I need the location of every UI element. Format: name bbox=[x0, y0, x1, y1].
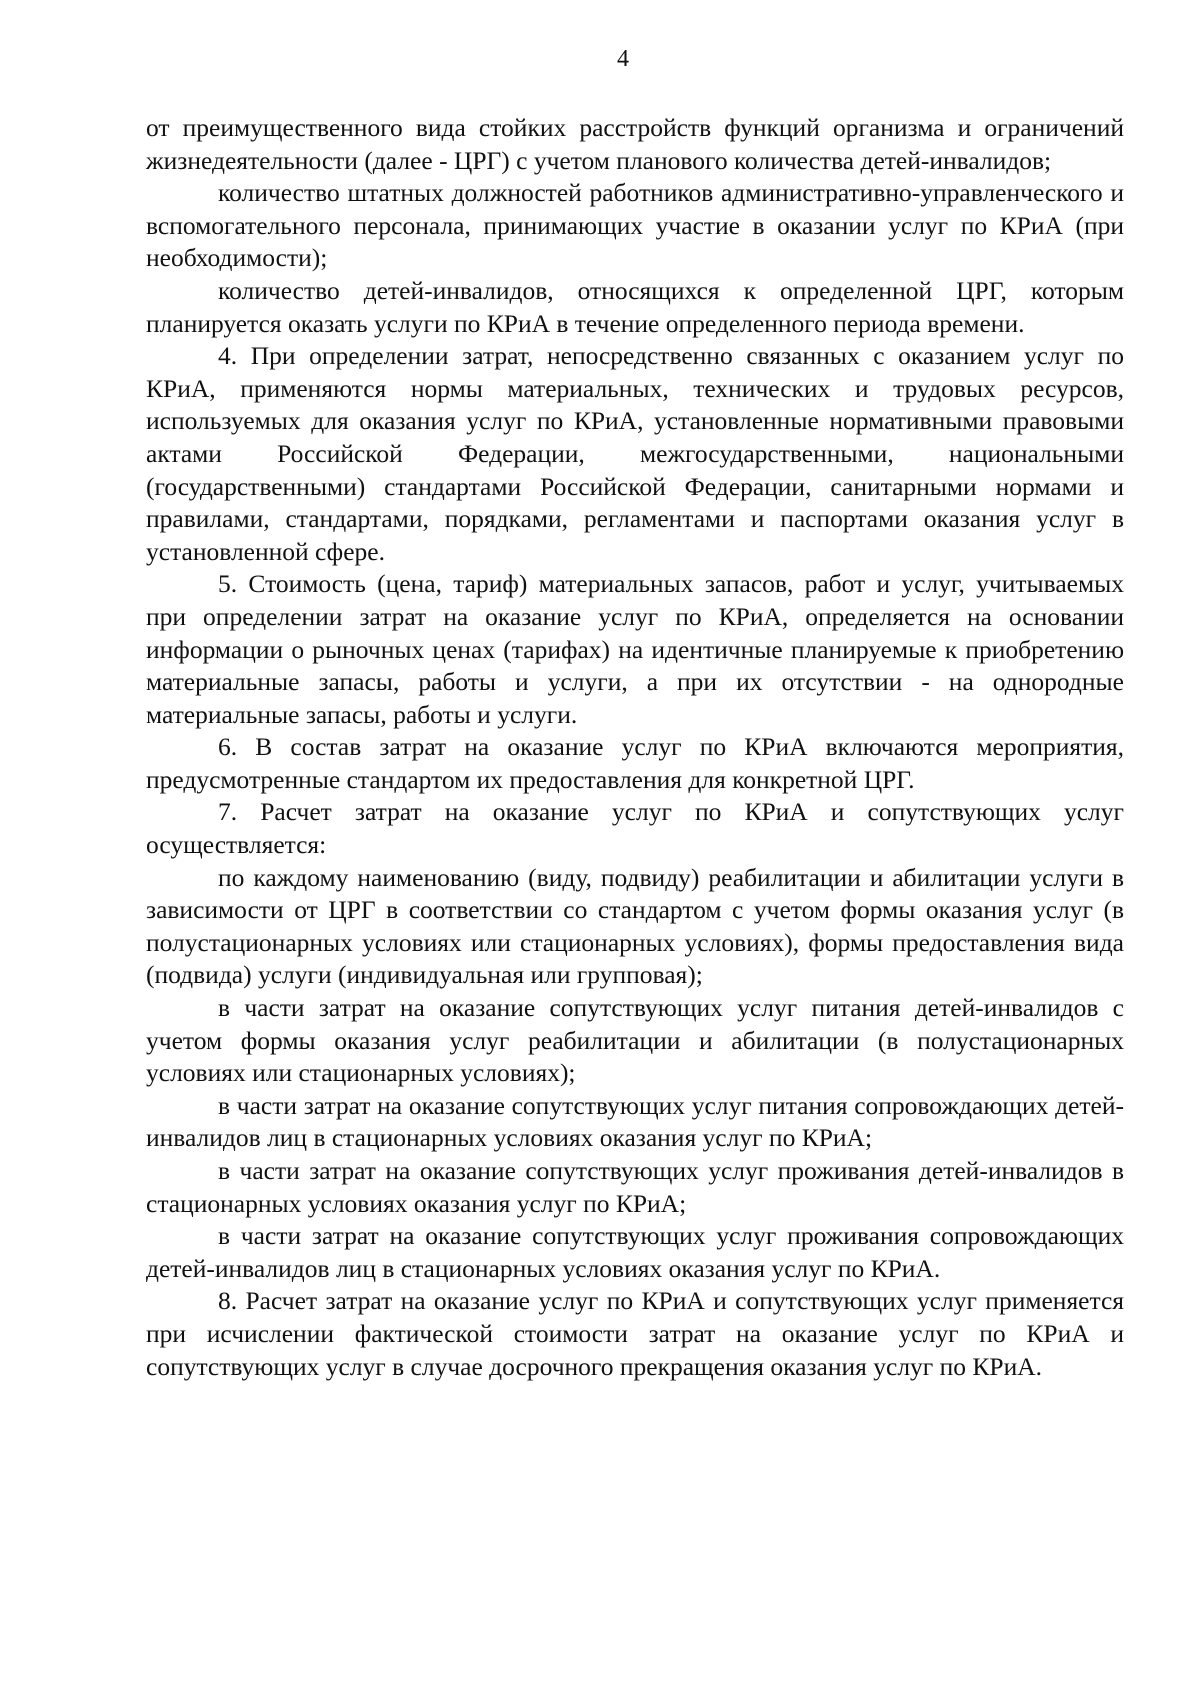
paragraph-clause-7: 7. Расчет затрат на оказание услуг по КРиА и сопутствующих услуг осуществляется: bbox=[146, 797, 1124, 860]
paragraph: в части затрат на оказание сопутствующих услуг проживания сопровождающих детей-инвалидов лиц в стационарных условиях оказания услуг по КРиА. bbox=[146, 1221, 1124, 1283]
paragraph-clause-6: 6. В состав затрат на оказание услуг по КРиА включаются мероприятия, предусмотренные стандартом их предоставления для конкретной ЦРГ. bbox=[146, 732, 1124, 794]
paragraph: в части затрат на оказание сопутствующих услуг проживания детей-инвалидов в стационарных условиях оказания услуг по КРиА; bbox=[146, 1156, 1124, 1218]
page-number: 4 bbox=[617, 46, 629, 72]
paragraph: количество детей-инвалидов, относящихся к определенной ЦРГ, которым планируется оказать услуги по КРиА в течение определенного периода времени. bbox=[146, 275, 1124, 338]
paragraph: по каждому наименованию (виду, подвиду) реабилитации и абилитации услуги в зависимости от ЦРГ в соответствии со стандартом с учетом формы оказания услуг (в полустационарных условиях или стационарных условиях), формы предоставления вида (подвида) услуги (индивидуальная или групповая); bbox=[146, 862, 1124, 990]
paragraph: в части затрат на оказание сопутствующих услуг питания детей-инвалидов с учетом формы оказания услуг реабилитации и абилитации (в полустационарных условиях или стационарных условиях); bbox=[146, 993, 1124, 1088]
paragraph: количество штатных должностей работников административно-управленческого и вспомогательного персонала, принимающих участие в оказании услуг по КРиА (при необходимости); bbox=[146, 178, 1124, 273]
paragraph-clause-8: 8. Расчет затрат на оказание услуг по КРиА и сопутствующих услуг применяется при исчислении фактической стоимости затрат на оказание услуг по КРиА и сопутствующих услуг в случае досрочного прекращения оказания услуг по КРиА. bbox=[146, 1286, 1124, 1381]
paragraph-continuation: от преимущественного вида стойких расстройств функций организма и ограничений жизнедеятельности (далее - ЦРГ) с учетом планового количества детей-инвалидов; bbox=[146, 113, 1124, 175]
paragraph-clause-5: 5. Стоимость (цена, тариф) материальных запасов, работ и услуг, учитываемых при определении затрат на оказание услуг по КРиА, определяется на основании информации о рыночных ценах (тарифах) на идентичные планируемые к приобретению материальные запасы, работы и услуги, а при их отсутствии - на однородные материальные запасы, работы и услуги. bbox=[146, 569, 1124, 729]
document-body bbox=[146, 112, 1124, 1383]
paragraph-clause-4: 4. При определении затрат, непосредственно связанных с оказанием услуг по КРиА, применяются нормы материальных, технических и трудовых ресурсов, используемых для оказания услуг по КРиА, установленные нормативными правовыми актами Российской Федерации, межгосударственными, национальными (государственными) стандартами Российской Федерации, санитарными нормами и правилами, стандартами, порядками, регламентами и паспортами оказания услуг в установленной сфере. bbox=[146, 341, 1124, 566]
paragraph: в части затрат на оказание сопутствующих услуг питания сопровождающих детей-инвалидов лиц в стационарных условиях оказания услуг по КРиА; bbox=[146, 1090, 1124, 1153]
